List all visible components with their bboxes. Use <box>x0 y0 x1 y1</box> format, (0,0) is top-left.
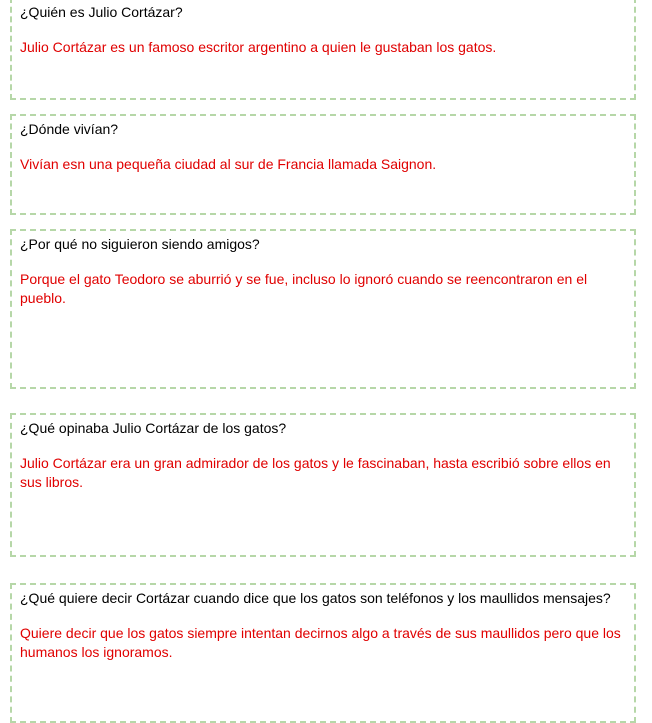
question-text: ¿Qué opinaba Julio Cortázar de los gatos? <box>20 420 287 436</box>
answer-text[interactable]: Quiere decir que los gatos siempre intentan decirnos algo a través de sus maullidos pero que los humanos los ignoramos. <box>20 625 621 660</box>
answer-text[interactable]: Vivían esn una pequeña ciudad al sur de Francia llamada Saignon. <box>20 156 437 172</box>
answer-text[interactable]: Julio Cortázar es un famoso escritor argentino a quien le gustaban los gatos. <box>20 39 497 55</box>
qa-box-3 <box>10 229 636 389</box>
question-text: ¿Quién es Julio Cortázar? <box>20 4 183 20</box>
answer-text[interactable]: Julio Cortázar era un gran admirador de los gatos y le fascinaban, hasta escribió sobre ellos en sus libros. <box>20 455 611 490</box>
question-text: ¿Por qué no siguieron siendo amigos? <box>20 236 260 252</box>
question-text: ¿Dónde vivían? <box>20 121 119 137</box>
qa-box-2 <box>10 114 636 215</box>
qa-box-4 <box>10 413 636 557</box>
answer-text[interactable]: Porque el gato Teodoro se aburrió y se fue, incluso lo ignoró cuando se reencontraron en el pueblo. <box>20 271 588 306</box>
qa-box-5 <box>10 583 636 723</box>
qa-box-1 <box>10 0 636 100</box>
question-text: ¿Qué quiere decir Cortázar cuando dice que los gatos son teléfonos y los maullidos mensajes? <box>20 590 611 606</box>
